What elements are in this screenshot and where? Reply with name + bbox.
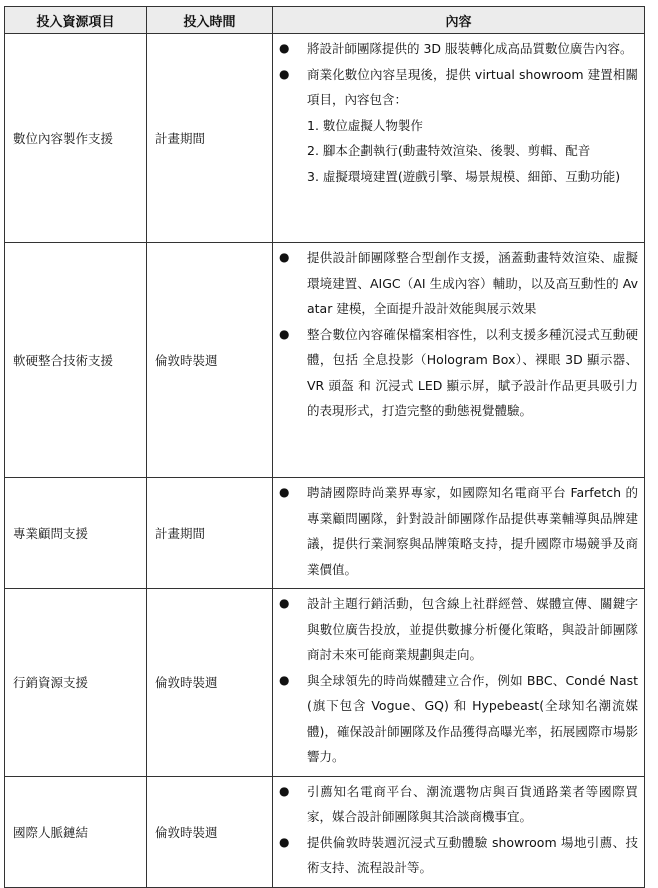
sub-list — [307, 113, 638, 190]
bullet-text: 商業化數位內容呈現後，提供 virtual showroom 建置相關項目，內容包含： — [307, 66, 638, 107]
content-cell — [273, 243, 645, 478]
period-cell: 計畫期間 — [147, 34, 273, 243]
content-cell — [273, 776, 645, 887]
bullet-icon: ● — [279, 672, 290, 687]
bullet-list — [273, 480, 638, 582]
period-cell: 倫敦時裝週 — [147, 243, 273, 478]
bullet-icon: ● — [279, 596, 290, 610]
table-row — [5, 776, 645, 887]
period-cell: 倫敦時裝週 — [147, 776, 273, 887]
list-item — [273, 779, 638, 830]
bullet-icon: ● — [279, 41, 290, 55]
bullet-icon: ● — [279, 250, 290, 264]
bullet-icon: ● — [279, 485, 290, 499]
resource-item-cell: 行銷資源支援 — [5, 589, 147, 777]
resource-item-cell: 數位內容製作支援 — [5, 34, 147, 243]
bullet-text: 設計主題行銷活動，包含線上社群經營、媒體宣傳、關鍵字與數位廣告投放，並提供數據分析優化策略，與設計師團隊商討未來可能商業規劃與走向。 — [307, 596, 638, 662]
period-cell: 倫敦時裝週 — [147, 589, 273, 777]
list-item — [273, 62, 638, 190]
bullet-icon: ● — [279, 326, 290, 341]
header-item: 投入資源項目 — [5, 7, 147, 34]
list-item — [273, 830, 638, 881]
resource-item-cell: 軟硬整合技術支援 — [5, 243, 147, 478]
table-row — [5, 478, 645, 589]
bullet-list — [273, 245, 638, 424]
resource-table — [4, 6, 645, 888]
bullet-text: 將設計師團隊提供的 3D 服裝轉化成高品質數位廣告內容。 — [307, 41, 633, 56]
list-item — [273, 245, 638, 322]
content-cell — [273, 478, 645, 589]
bullet-text: 提供設計師團隊整合型創作支援，涵蓋動畫特效渲染、虛擬環境建置、AIGC（AI 生成內容）輔助，以及高互動性的 Avatar 建模，全面提升設計效能與展示效果 — [307, 250, 638, 316]
bullet-list — [273, 36, 638, 189]
bullet-text: 聘請國際時尚業界專家，如國際知名電商平台 Farfetch 的專業顧問團隊，針對設計師團隊作品提供專業輔導與品牌建議，提供行業洞察與品牌策略支持，提升國際市場競爭及商業價值。 — [307, 485, 638, 577]
bullet-icon: ● — [279, 783, 290, 798]
period-cell: 計畫期間 — [147, 478, 273, 589]
content-cell — [273, 34, 645, 243]
bullet-icon: ● — [279, 66, 290, 81]
resource-item-cell: 國際人脈鏈結 — [5, 776, 147, 887]
list-item — [273, 322, 638, 424]
sub-list-item: 2. 腳本企劃執行(動畫特效渲染、後製、剪輯、配音 — [307, 143, 591, 158]
bullet-text: 與全球領先的時尚媒體建立合作，例如 BBC、Condé Nast(旗下包含 Vogue、GQ) 和 Hypebeast(全球知名潮流媒體)，確保設計師團隊及作品獲得高曝光率，拓展國際市場影響力。 — [307, 672, 638, 764]
sub-list-item: 3. 虛擬環境建置(遊戲引擎、場景規模、細節、互動功能) — [307, 168, 621, 184]
bullet-text: 提供倫敦時裝週沉浸式互動體驗 showroom 場地引薦、技術支持、流程設計等。 — [307, 834, 638, 875]
content-cell — [273, 589, 645, 777]
header-period: 投入時間 — [147, 7, 273, 34]
bullet-text: 引薦知名電商平台、潮流選物店與百貨通路業者等國際買家，媒合設計師團隊與其洽談商機事宜。 — [307, 783, 638, 824]
list-item — [273, 480, 638, 582]
bullet-icon: ● — [279, 834, 290, 849]
list-item — [273, 591, 638, 668]
bullet-list — [273, 779, 638, 881]
bullet-text: 整合數位內容確保檔案相容性，以利支援多種沉浸式互動硬體，包括 全息投影（Hologram Box）、裸眼 3D 顯示器、VR 頭盔 和 沉浸式 LED 顯示屏，賦予設計作品更具吸引力的表現形式，打造完整的動態視覺體驗。 — [307, 326, 638, 418]
table-row — [5, 589, 645, 777]
sub-list-item: 1. 數位虛擬人物製作 — [307, 117, 423, 133]
table-header-row — [5, 7, 645, 34]
bullet-list — [273, 591, 638, 770]
list-item — [273, 36, 638, 62]
list-item — [273, 668, 638, 770]
resource-item-cell: 專業顧問支援 — [5, 478, 147, 589]
table-row — [5, 34, 645, 243]
header-content: 內容 — [273, 7, 645, 34]
table-row — [5, 243, 645, 478]
